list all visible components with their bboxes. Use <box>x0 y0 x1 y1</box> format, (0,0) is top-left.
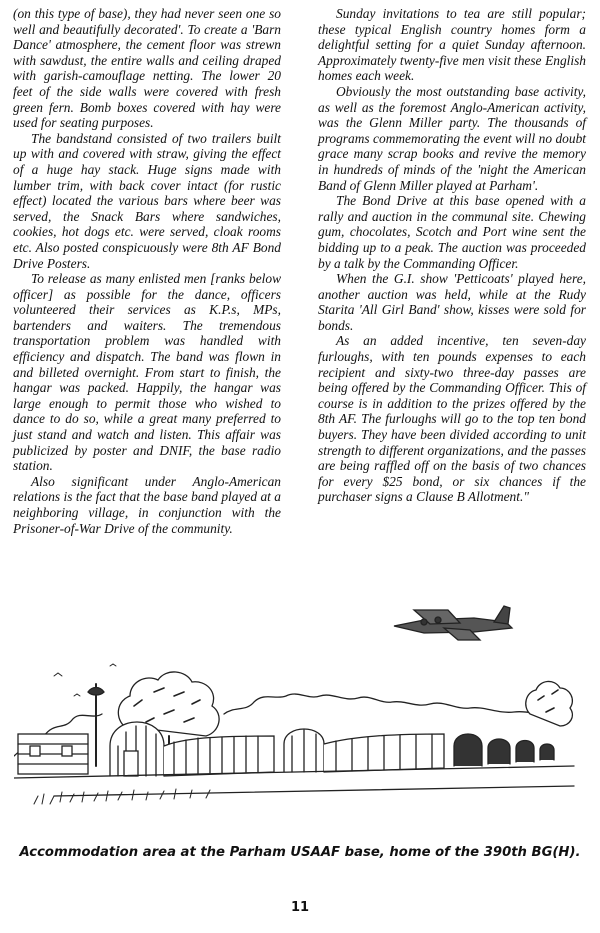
paragraph: To release as many enlisted men [ranks below officer] as possible for the dance, officers volunteered their services as K.P.s, MPs, bartenders and waiters. The tremendous transportation problem was handled with efficiency and dispatch. The band was flown in and billeted overnight. From start to finish, the hangar was packed. Happily, the hangar was large enough to permit those who wished to dance to do so, while a great many preferred to just stand and watch and listen. This affair was publicized by poster and DNIF, the base radio station. <box>13 271 281 474</box>
right-text-column <box>318 6 586 505</box>
tree-icon <box>526 681 573 726</box>
page-number: 11 <box>290 900 310 915</box>
paragraph: Sunday invitations to tea are still popular; these typical English country homes form a delightful setting for a quiet Sunday afternoon. Approximately twenty-five men visit these English homes each week. <box>318 6 586 84</box>
nissen-huts-illustration <box>14 596 586 836</box>
figure-caption: Accommodation area at the Parham USAAF base, home of the 390th BG(H). <box>19 845 581 860</box>
paragraph: The Bond Drive at this base opened with a rally and auction in the communal site. Chewing gum, chocolates, Scotch and Port wine sent the bidding up to a peak. The auction was proceeded by a talk by the Commanding Officer. <box>318 193 586 271</box>
paragraph: Also significant under Anglo-American relations is the fact that the base band played at a neighboring village, in conjunction with the Prisoner-of-War Drive of the community. <box>13 473 281 536</box>
b17-bomber-icon <box>394 606 512 640</box>
nissen-hut-icon <box>454 734 554 766</box>
paragraph: Obviously the most outstanding base activity, as well as the foremost Anglo-American activity, was the Glenn Miller party. The thousands of programs commemorating the event will no doubt grace many scrap books and revive the memory in hundreds of minds of the 'night the American Band of Glenn Miller played at Parham'. <box>318 83 586 193</box>
paragraph: As an added incentive, ten seven-day furloughs, with ten pounds expenses to each recipient and sixty-two three-day passes are being offered by the Commanding Officer. This of course is in addition to the prizes offered by the 8th AF. The furloughs will go to the top ten bond buyers. They have been divided according to unit strength to different organizations, and the passes are being raffled off on the basis of two chances for every $25 bond, or six chances if the purchaser signs a Clause B Allotment." <box>318 333 586 505</box>
paragraph: (on this type of base), they had never seen one so well and beautifully decorated'. To create a 'Barn Dance' atmosphere, the cement floor was strewn with sawdust, the entire walls and ceiling draped with garish-camouflage netting. The lower 20 feet of the side walls were covered with fresh green fern. Bomb boxes covered with hay were used for seating purposes. <box>13 6 281 131</box>
paragraph: The bandstand consisted of two trailers built up with and covered with straw, giving the effect of a huge hay stack. Huge signs made with lumber trim, with back cover intact (for rustic effect) located the various bars where beer was served, the Snack Bars where sandwiches, cookies, hot dogs etc. were served, cloak rooms etc. Also posted conspicuously were 8th AF Bond Drive Posters. <box>13 130 281 271</box>
paragraph: When the G.I. show 'Petticoats' played here, another auction was held, while at the Rudy Starita 'All Girl Band' show, kisses were sold for bonds. <box>318 271 586 333</box>
left-text-column <box>13 6 281 536</box>
nissen-huts-and-b17-sketch-icon <box>14 596 586 836</box>
nissen-hut-icon <box>284 729 444 772</box>
